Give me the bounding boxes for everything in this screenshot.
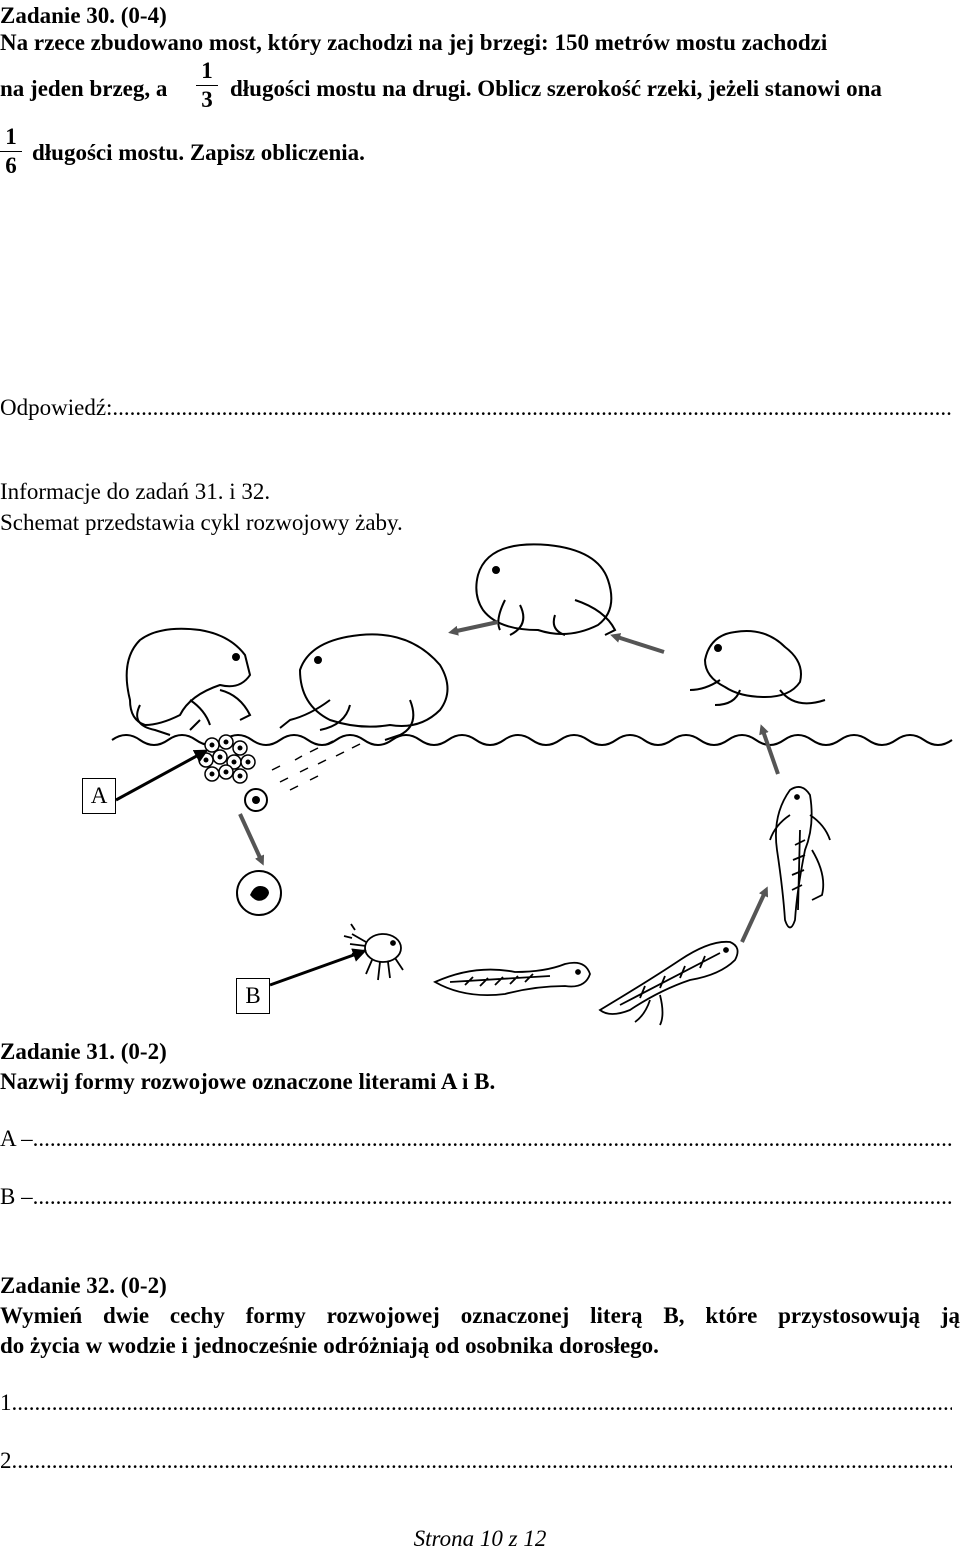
arrow-egg-to-embryo <box>240 814 262 862</box>
pointer-arrow-b <box>270 952 362 985</box>
answer-line-2[interactable] <box>0 1447 952 1475</box>
fraction-numerator: 1 <box>201 58 213 83</box>
task30-line3: długości mostu. Zapisz obliczenia. <box>32 140 365 165</box>
answer-line-1[interactable] <box>0 1389 952 1417</box>
answer-label: Odpowiedź: <box>0 395 113 420</box>
answer-line-a[interactable] <box>0 1125 952 1153</box>
tadpole-icon <box>435 963 590 995</box>
single-egg-icon <box>245 789 267 811</box>
fraction-denominator: 6 <box>5 153 17 178</box>
task30-line1: Na rzece zbudowano most, który zachodzi na jej brzegi: 150 metrów mostu zachodzi <box>0 30 828 55</box>
arrow-tadpole-to-froglet <box>742 890 766 942</box>
answer-line-b[interactable] <box>0 1183 952 1211</box>
frog-female-icon <box>127 629 250 735</box>
task32-question-line2: do życia w wodzie i jednocześnie odróżniają od osobnika dorosłego. <box>0 1333 659 1358</box>
fraction-denominator: 3 <box>201 87 213 112</box>
tadpole-hind-legs-icon <box>600 942 738 1025</box>
task30-line2-start: na jeden brzeg, a <box>0 76 168 101</box>
task32-question-line1: Wymień dwie cechy formy rozwojowej oznaczonej literą B, które przystosowują ją <box>0 1303 960 1328</box>
task31-question: Nazwij formy rozwojowe oznaczone literami A i B. <box>0 1069 496 1094</box>
sperm-cells <box>272 741 360 790</box>
arrow-young-to-adult <box>614 636 664 652</box>
pointer-arrow-a <box>116 752 204 800</box>
info-line2: Schemat przedstawia cykl rozwojowy żaby. <box>0 510 403 535</box>
label-b-box: B <box>236 978 270 1014</box>
task31-heading: Zadanie 31. (0-2) <box>0 1039 167 1064</box>
froglet-metamorphosis-icon <box>770 787 830 928</box>
answer-2-label: 2. <box>0 1448 18 1473</box>
answer-b-label: B – <box>0 1184 33 1209</box>
answer-1-label: 1. <box>0 1390 18 1415</box>
fraction-numerator: 1 <box>5 124 17 149</box>
young-frog-icon <box>690 631 825 705</box>
label-a-box: A <box>82 778 116 814</box>
arrow-adult-to-mating <box>452 622 498 632</box>
arrow-froglet-to-young-frog <box>762 728 778 774</box>
frog-male-icon <box>280 634 448 740</box>
task30-line2-end: długości mostu na drugi. Oblicz szerokość rzeki, jeżeli stanowi ona <box>230 76 882 101</box>
tadpole-external-gills-icon <box>344 924 403 980</box>
answer-a-label: A – <box>0 1126 33 1151</box>
task30-heading: Zadanie 30. (0-4) <box>0 3 167 28</box>
page-number: Strona 10 z 12 <box>413 1526 547 1551</box>
task32-heading: Zadanie 32. (0-2) <box>0 1273 167 1298</box>
cycle-arrows <box>240 622 778 942</box>
info-line1: Informacje do zadań 31. i 32. <box>0 479 271 504</box>
embryo-egg-icon <box>237 871 281 915</box>
